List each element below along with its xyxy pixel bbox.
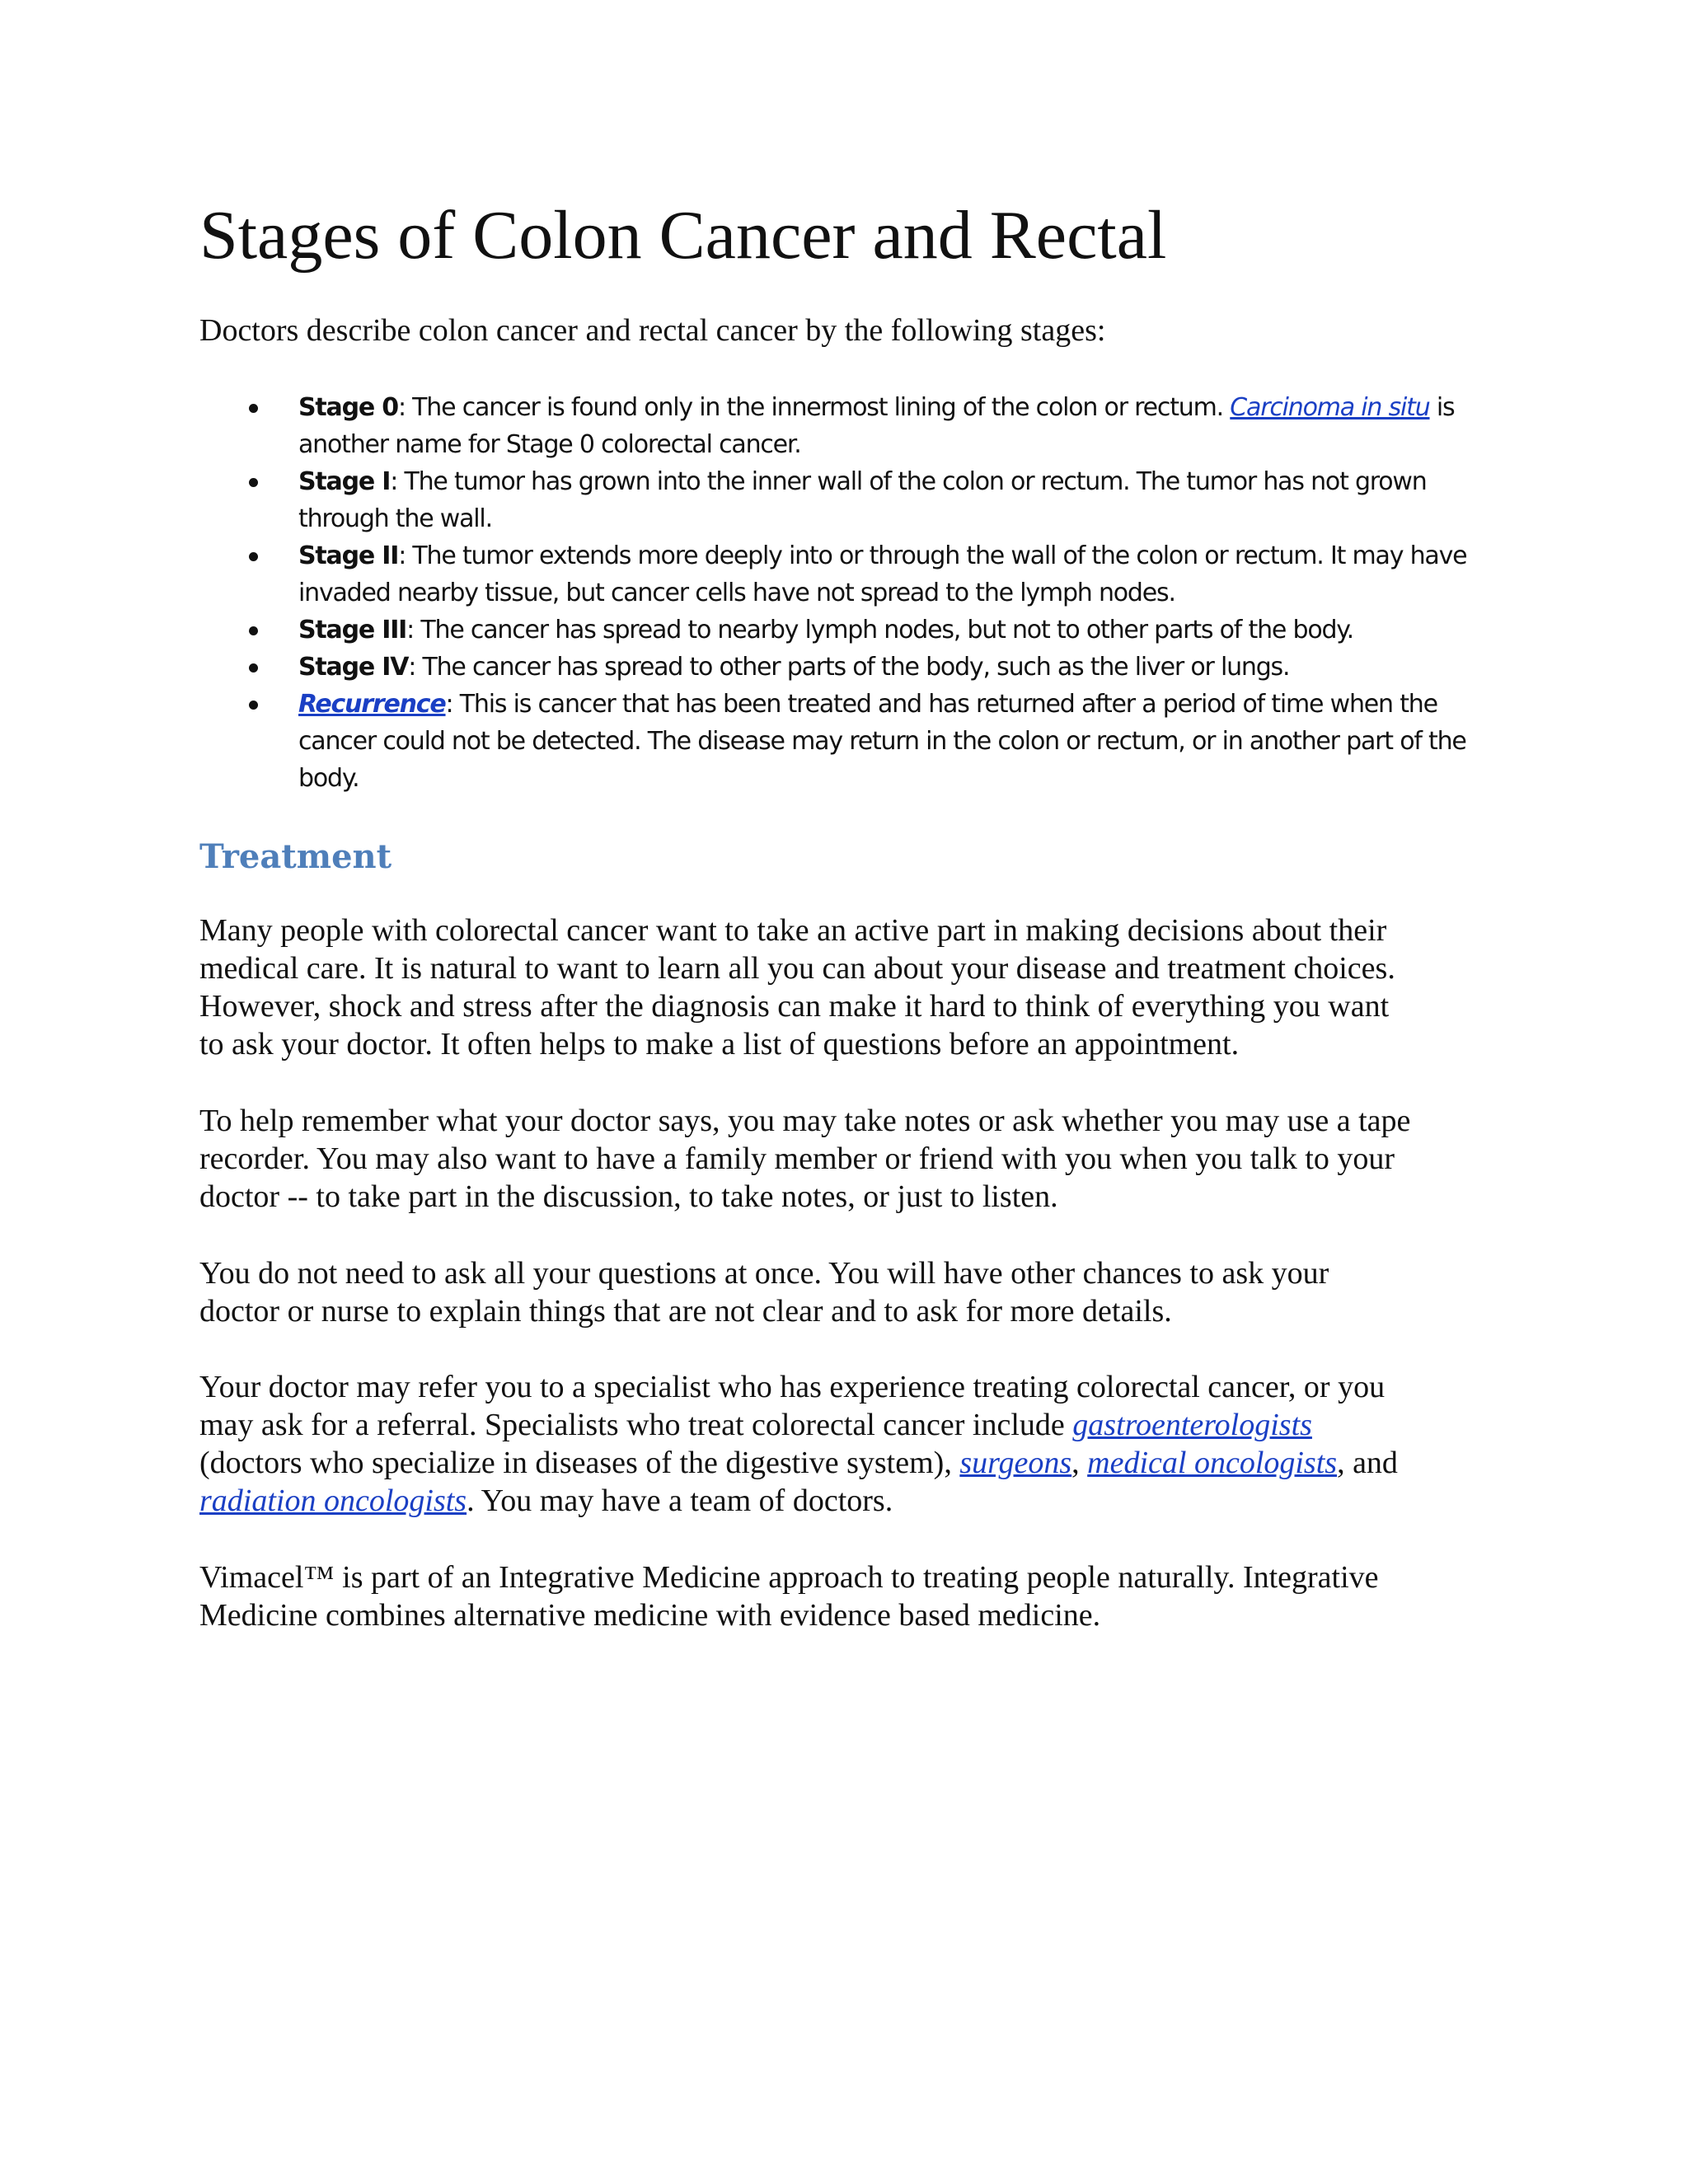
paragraph-text: . You may have a team of doctors. bbox=[467, 1483, 893, 1518]
recurrence-link[interactable]: Recurrence bbox=[298, 690, 446, 719]
bullet-icon bbox=[249, 626, 258, 635]
stage-text: : The cancer is found only in the innermost lining of the colon or rectum. bbox=[397, 393, 1231, 422]
treatment-paragraph-1: Many people with colorectal cancer want to take an active part in making decisions about their medical care. It is natural to want to learn all you can about your disease and treatment choices. However, shock and stress after the diagnosis can make it hard to think of everything you want to ask your doctor. It often helps to make a list of questions before an appointment. bbox=[199, 913, 1395, 1062]
stage-text: : The tumor has grown into the inner wall of the colon or rectum. The tumor has not grown through the wall. bbox=[298, 467, 1427, 533]
bullet-icon bbox=[249, 478, 258, 487]
list-item-stage-2 bbox=[199, 537, 1502, 612]
surgeons-link[interactable]: surgeons bbox=[959, 1446, 1072, 1480]
stage-label: Stage II bbox=[298, 541, 399, 570]
treatment-heading: Treatment bbox=[199, 837, 392, 876]
stage-text: : This is cancer that has been treated and has returned after a period of time when the cancer could not be detected. The disease may return in the colon or rectum, or in another part of the body. bbox=[298, 690, 1466, 793]
stage-text: : The cancer has spread to nearby lymph nodes, but not to other parts of the body. bbox=[406, 616, 1353, 644]
intro-text: Doctors describe colon cancer and rectal cancer by the following stages: bbox=[199, 313, 1106, 348]
stage-label: Stage III bbox=[298, 616, 407, 644]
bullet-icon bbox=[249, 701, 258, 710]
stage-label: Stage I bbox=[298, 467, 391, 496]
paragraph-text: , and bbox=[1337, 1446, 1398, 1480]
paragraph-text: , bbox=[1071, 1446, 1088, 1480]
treatment-paragraph-2: To help remember what your doctor says, you may take notes or ask whether you may use a tape recorder. You may also want to have a family member or friend with you when you talk to your doctor -- to take part in the discussion, to take notes, or just to listen. bbox=[199, 1104, 1411, 1214]
radiation-oncologists-link[interactable]: radiation oncologists bbox=[199, 1483, 467, 1518]
stage-label: Stage IV bbox=[298, 653, 409, 682]
document-title: Stages of Colon Cancer and Rectal bbox=[199, 197, 1167, 274]
stage-text-after: is another name for Stage 0 colorectal cancer. bbox=[298, 393, 1455, 459]
bullet-icon bbox=[249, 552, 258, 561]
carcinoma-in-situ-link[interactable]: Carcinoma in situ bbox=[1230, 393, 1430, 422]
list-item-stage-0 bbox=[199, 389, 1502, 463]
paragraph-text: Your doctor may refer you to a specialist who has experience treating colorectal cancer, or you may ask for a referral. Specialists who treat colorectal cancer include bbox=[199, 1370, 1386, 1442]
stage-text: : The tumor extends more deeply into or through the wall of the colon or rectum. It may have invaded nearby tissue, but cancer cells have not spread to the lymph nodes. bbox=[298, 541, 1467, 607]
list-item-stage-1 bbox=[199, 463, 1502, 537]
treatment-paragraph-3: You do not need to ask all your questions at once. You will have other chances to ask your doctor or nurse to explain things that are not clear and to ask for more details. bbox=[199, 1256, 1329, 1329]
treatment-paragraph-4 bbox=[199, 1368, 1502, 1520]
paragraph-text: (doctors who specialize in diseases of the digestive system), bbox=[199, 1446, 952, 1480]
gastroenterologists-link[interactable]: gastroenterologists bbox=[1072, 1408, 1312, 1442]
list-item-stage-4 bbox=[199, 649, 1502, 686]
list-item-stage-3 bbox=[199, 612, 1502, 649]
medical-oncologists-link[interactable]: medical oncologists bbox=[1087, 1446, 1338, 1480]
bullet-icon bbox=[249, 404, 258, 413]
list-item-recurrence bbox=[199, 686, 1502, 797]
bullet-icon bbox=[249, 663, 258, 673]
treatment-paragraph-5: Vimacel™ is part of an Integrative Medicine approach to treating people naturally. Integrative Medicine combines alternative medicine with evidence based medicine. bbox=[199, 1560, 1379, 1633]
stage-label: Stage 0 bbox=[298, 393, 398, 422]
stage-text: : The cancer has spread to other parts of the body, such as the liver or lungs. bbox=[408, 653, 1290, 682]
stages-list bbox=[199, 389, 1502, 797]
